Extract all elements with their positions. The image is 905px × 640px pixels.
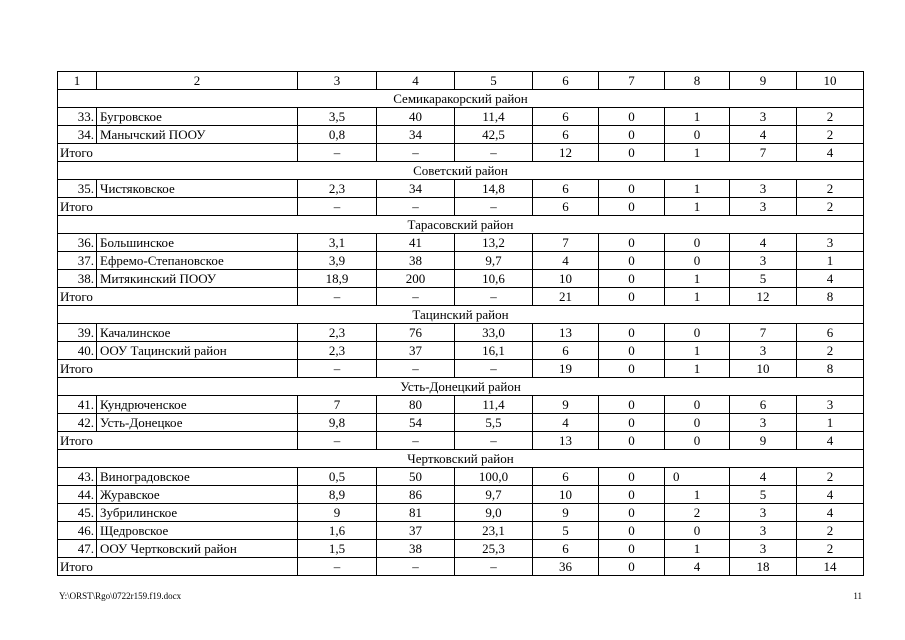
cell-c6: 9	[533, 396, 599, 414]
table-row	[58, 108, 864, 126]
total-c8: 0	[665, 432, 730, 450]
row-number: 41.	[58, 396, 97, 414]
table-row	[58, 270, 864, 288]
total-c7: 0	[599, 144, 665, 162]
cell-c7: 0	[599, 504, 665, 522]
cell-c4: 54	[377, 414, 455, 432]
cell-c10: 4	[797, 270, 864, 288]
cell-c5: 9,7	[455, 486, 533, 504]
cell-c9: 5	[730, 270, 797, 288]
row-number: 39.	[58, 324, 97, 342]
total-c6: 12	[533, 144, 599, 162]
total-c7: 0	[599, 288, 665, 306]
section-row	[58, 90, 864, 108]
cell-c10: 3	[797, 396, 864, 414]
cell-c5: 16,1	[455, 342, 533, 360]
total-c3: –	[298, 558, 377, 576]
row-name: Ефремо-Степановское	[97, 252, 298, 270]
total-c3: –	[298, 198, 377, 216]
cell-c10: 2	[797, 540, 864, 558]
table-row	[58, 126, 864, 144]
total-c7: 0	[599, 432, 665, 450]
header-cell-1: 1	[58, 72, 97, 90]
total-c6: 6	[533, 198, 599, 216]
cell-c7: 0	[599, 324, 665, 342]
total-c3: –	[298, 144, 377, 162]
cell-c4: 76	[377, 324, 455, 342]
cell-c3: 2,3	[298, 180, 377, 198]
total-c4: –	[377, 144, 455, 162]
row-number: 47.	[58, 540, 97, 558]
cell-c9: 3	[730, 504, 797, 522]
row-name: Журавское	[97, 486, 298, 504]
footer-file-path: Y:\ORST\Rgo\0722r159.f19.docx	[59, 591, 182, 601]
total-c9: 3	[730, 198, 797, 216]
cell-c9: 3	[730, 540, 797, 558]
total-c5: –	[455, 198, 533, 216]
data-table	[57, 71, 864, 576]
total-c4: –	[377, 558, 455, 576]
cell-c3: 2,3	[298, 324, 377, 342]
header-cell-10: 10	[797, 72, 864, 90]
row-name: Большинское	[97, 234, 298, 252]
row-number: 46.	[58, 522, 97, 540]
cell-c3: 18,9	[298, 270, 377, 288]
header-cell-2: 2	[97, 72, 298, 90]
table-body	[58, 72, 864, 576]
cell-c6: 10	[533, 270, 599, 288]
table-row	[58, 252, 864, 270]
total-label: Итого	[58, 144, 298, 162]
cell-c5: 5,5	[455, 414, 533, 432]
cell-c9: 3	[730, 252, 797, 270]
cell-c4: 38	[377, 252, 455, 270]
cell-c5: 9,7	[455, 252, 533, 270]
row-name: Зубрилинское	[97, 504, 298, 522]
cell-c7: 0	[599, 108, 665, 126]
cell-c4: 200	[377, 270, 455, 288]
row-number: 34.	[58, 126, 97, 144]
section-title: Тацинский район	[58, 306, 864, 324]
cell-c8: 0	[665, 252, 730, 270]
cell-c9: 3	[730, 180, 797, 198]
total-c10: 8	[797, 360, 864, 378]
row-name: Бугровское	[97, 108, 298, 126]
section-row	[58, 216, 864, 234]
total-c5: –	[455, 432, 533, 450]
cell-c4: 34	[377, 126, 455, 144]
table-row	[58, 504, 864, 522]
cell-c6: 6	[533, 108, 599, 126]
total-row	[58, 144, 864, 162]
row-number: 33.	[58, 108, 97, 126]
cell-c8: 1	[665, 270, 730, 288]
header-cell-3: 3	[298, 72, 377, 90]
cell-c6: 7	[533, 234, 599, 252]
row-name: Чистяковское	[97, 180, 298, 198]
row-number: 38.	[58, 270, 97, 288]
total-label: Итого	[58, 558, 298, 576]
cell-c5: 42,5	[455, 126, 533, 144]
cell-c7: 0	[599, 414, 665, 432]
row-number: 35.	[58, 180, 97, 198]
total-c6: 36	[533, 558, 599, 576]
cell-c7: 0	[599, 540, 665, 558]
total-c6: 21	[533, 288, 599, 306]
table-row	[58, 468, 864, 486]
total-c10: 2	[797, 198, 864, 216]
cell-c9: 7	[730, 324, 797, 342]
cell-c7: 0	[599, 342, 665, 360]
cell-c8: 1	[665, 486, 730, 504]
row-number: 42.	[58, 414, 97, 432]
header-cell-8: 8	[665, 72, 730, 90]
cell-c7: 0	[599, 180, 665, 198]
cell-c10: 1	[797, 414, 864, 432]
cell-c7: 0	[599, 252, 665, 270]
cell-c7: 0	[599, 396, 665, 414]
cell-c8: 0	[665, 396, 730, 414]
total-c9: 10	[730, 360, 797, 378]
section-title: Семикаракорский район	[58, 90, 864, 108]
total-c5: –	[455, 288, 533, 306]
total-label: Итого	[58, 360, 298, 378]
section-row	[58, 162, 864, 180]
cell-c5: 11,4	[455, 396, 533, 414]
cell-c4: 37	[377, 522, 455, 540]
total-c9: 9	[730, 432, 797, 450]
cell-c8: 0	[665, 468, 730, 486]
cell-c5: 33,0	[455, 324, 533, 342]
cell-c6: 4	[533, 252, 599, 270]
cell-c6: 4	[533, 414, 599, 432]
cell-c10: 2	[797, 522, 864, 540]
cell-c7: 0	[599, 126, 665, 144]
cell-c8: 0	[665, 324, 730, 342]
cell-c3: 1,5	[298, 540, 377, 558]
total-c8: 1	[665, 198, 730, 216]
header-cell-7: 7	[599, 72, 665, 90]
row-number: 36.	[58, 234, 97, 252]
row-number: 43.	[58, 468, 97, 486]
row-number: 45.	[58, 504, 97, 522]
table-row	[58, 396, 864, 414]
section-title: Усть-Донецкий район	[58, 378, 864, 396]
cell-c3: 3,5	[298, 108, 377, 126]
cell-c5: 23,1	[455, 522, 533, 540]
header-cell-5: 5	[455, 72, 533, 90]
cell-c4: 37	[377, 342, 455, 360]
cell-c9: 3	[730, 108, 797, 126]
section-row	[58, 378, 864, 396]
row-name: Щедровское	[97, 522, 298, 540]
cell-c10: 2	[797, 342, 864, 360]
header-cell-9: 9	[730, 72, 797, 90]
cell-c4: 40	[377, 108, 455, 126]
total-c3: –	[298, 360, 377, 378]
cell-c7: 0	[599, 270, 665, 288]
row-name: Митякинский ПООУ	[97, 270, 298, 288]
cell-c8: 1	[665, 540, 730, 558]
row-name: Кундрюченское	[97, 396, 298, 414]
cell-c10: 4	[797, 486, 864, 504]
total-c6: 13	[533, 432, 599, 450]
cell-c9: 3	[730, 522, 797, 540]
total-c5: –	[455, 360, 533, 378]
total-c8: 1	[665, 360, 730, 378]
cell-c3: 3,1	[298, 234, 377, 252]
cell-c10: 4	[797, 504, 864, 522]
cell-c10: 1	[797, 252, 864, 270]
total-c9: 12	[730, 288, 797, 306]
total-c10: 8	[797, 288, 864, 306]
total-row	[58, 288, 864, 306]
footer-page-number: 11	[853, 591, 862, 601]
cell-c7: 0	[599, 486, 665, 504]
row-name: Качалинское	[97, 324, 298, 342]
cell-c6: 13	[533, 324, 599, 342]
cell-c3: 8,9	[298, 486, 377, 504]
cell-c9: 4	[730, 468, 797, 486]
total-c5: –	[455, 558, 533, 576]
cell-c10: 2	[797, 180, 864, 198]
header-cell-4: 4	[377, 72, 455, 90]
cell-c9: 3	[730, 414, 797, 432]
cell-c9: 4	[730, 234, 797, 252]
cell-c6: 6	[533, 342, 599, 360]
cell-c4: 38	[377, 540, 455, 558]
total-row	[58, 558, 864, 576]
cell-c3: 7	[298, 396, 377, 414]
cell-c6: 6	[533, 540, 599, 558]
cell-c3: 1,6	[298, 522, 377, 540]
cell-c5: 100,0	[455, 468, 533, 486]
total-c8: 1	[665, 288, 730, 306]
cell-c10: 2	[797, 108, 864, 126]
cell-c4: 86	[377, 486, 455, 504]
cell-c6: 9	[533, 504, 599, 522]
cell-c3: 0,5	[298, 468, 377, 486]
table-row	[58, 540, 864, 558]
total-c4: –	[377, 360, 455, 378]
row-number: 40.	[58, 342, 97, 360]
total-c10: 4	[797, 144, 864, 162]
total-c8: 1	[665, 144, 730, 162]
section-title: Чертковский район	[58, 450, 864, 468]
row-name: ООУ Тацинский район	[97, 342, 298, 360]
row-name: ООУ Чертковский район	[97, 540, 298, 558]
total-row	[58, 432, 864, 450]
total-c4: –	[377, 432, 455, 450]
cell-c6: 6	[533, 126, 599, 144]
cell-c5: 9,0	[455, 504, 533, 522]
cell-c3: 3,9	[298, 252, 377, 270]
total-c10: 14	[797, 558, 864, 576]
table-row	[58, 234, 864, 252]
total-c4: –	[377, 288, 455, 306]
total-row	[58, 360, 864, 378]
cell-c9: 4	[730, 126, 797, 144]
total-c4: –	[377, 198, 455, 216]
cell-c9: 6	[730, 396, 797, 414]
section-title: Советский район	[58, 162, 864, 180]
total-c10: 4	[797, 432, 864, 450]
row-name: Виноградовское	[97, 468, 298, 486]
total-c7: 0	[599, 198, 665, 216]
cell-c3: 2,3	[298, 342, 377, 360]
cell-c4: 81	[377, 504, 455, 522]
cell-c8: 0	[665, 414, 730, 432]
cell-c5: 10,6	[455, 270, 533, 288]
total-row	[58, 198, 864, 216]
cell-c9: 3	[730, 342, 797, 360]
section-row	[58, 306, 864, 324]
cell-c7: 0	[599, 468, 665, 486]
cell-c6: 6	[533, 468, 599, 486]
row-name: Усть-Донецкое	[97, 414, 298, 432]
cell-c3: 9	[298, 504, 377, 522]
cell-c10: 3	[797, 234, 864, 252]
cell-c4: 41	[377, 234, 455, 252]
cell-c8: 2	[665, 504, 730, 522]
cell-c5: 11,4	[455, 108, 533, 126]
section-row	[58, 450, 864, 468]
total-label: Итого	[58, 198, 298, 216]
cell-c7: 0	[599, 522, 665, 540]
cell-c8: 1	[665, 342, 730, 360]
header-cell-6: 6	[533, 72, 599, 90]
cell-c10: 2	[797, 468, 864, 486]
row-name: Манычский ПООУ	[97, 126, 298, 144]
section-title: Тарасовский район	[58, 216, 864, 234]
table-row	[58, 342, 864, 360]
table-row	[58, 522, 864, 540]
cell-c5: 25,3	[455, 540, 533, 558]
total-c6: 19	[533, 360, 599, 378]
cell-c7: 0	[599, 234, 665, 252]
row-number: 44.	[58, 486, 97, 504]
total-label: Итого	[58, 432, 298, 450]
table-row	[58, 414, 864, 432]
total-c5: –	[455, 144, 533, 162]
cell-c6: 5	[533, 522, 599, 540]
table-row	[58, 486, 864, 504]
cell-c8: 1	[665, 108, 730, 126]
cell-c5: 13,2	[455, 234, 533, 252]
cell-c10: 6	[797, 324, 864, 342]
total-c7: 0	[599, 360, 665, 378]
cell-c6: 6	[533, 180, 599, 198]
total-c9: 18	[730, 558, 797, 576]
cell-c10: 2	[797, 126, 864, 144]
cell-c4: 80	[377, 396, 455, 414]
total-c7: 0	[599, 558, 665, 576]
cell-c8: 0	[665, 126, 730, 144]
cell-c5: 14,8	[455, 180, 533, 198]
cell-c8: 0	[665, 522, 730, 540]
cell-c8: 1	[665, 180, 730, 198]
cell-c3: 0,8	[298, 126, 377, 144]
cell-c9: 5	[730, 486, 797, 504]
header-row	[58, 72, 864, 90]
total-c3: –	[298, 432, 377, 450]
table-row	[58, 324, 864, 342]
cell-c6: 10	[533, 486, 599, 504]
table-row	[58, 180, 864, 198]
cell-c3: 9,8	[298, 414, 377, 432]
cell-c8: 0	[665, 234, 730, 252]
row-number: 37.	[58, 252, 97, 270]
total-c8: 4	[665, 558, 730, 576]
cell-c4: 50	[377, 468, 455, 486]
total-c3: –	[298, 288, 377, 306]
total-c9: 7	[730, 144, 797, 162]
cell-c4: 34	[377, 180, 455, 198]
total-label: Итого	[58, 288, 298, 306]
